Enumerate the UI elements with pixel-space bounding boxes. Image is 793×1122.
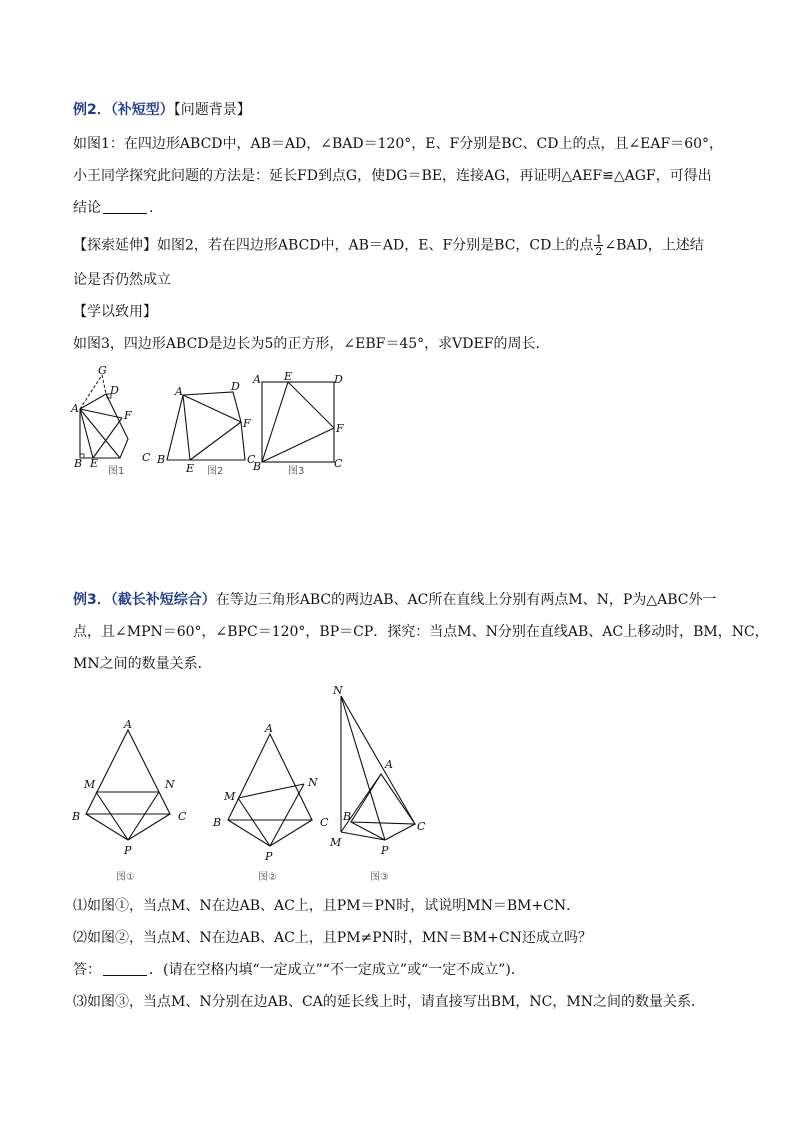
fraction-one-half <box>594 234 603 257</box>
period: . <box>149 200 154 216</box>
figure-circled-2 <box>208 720 338 886</box>
answer-instruction: ．(请在空格内填“一定成立”“不一定成立”或“一定不成立”)． <box>149 962 525 978</box>
section-problem-background: 【问题背景】 <box>173 102 251 118</box>
figure-1-caption: 图1 <box>108 466 125 477</box>
figure-2-caption: 图2 <box>207 466 224 477</box>
label-E: E <box>186 462 195 475</box>
label-A: A <box>253 373 261 386</box>
label-B: B <box>213 816 222 829</box>
label-C: C <box>247 453 256 466</box>
label-D: D <box>110 384 119 397</box>
label-F: F <box>124 409 132 422</box>
ex2-paragraph-3 <box>73 198 153 218</box>
label-D: D <box>334 373 343 386</box>
label-B: B <box>157 453 166 466</box>
figure-circled-2-caption: 图② <box>258 872 277 883</box>
label-C: C <box>142 451 151 464</box>
label-A: A <box>71 402 79 415</box>
label-F: F <box>243 417 251 430</box>
answer-blank[interactable] <box>103 199 147 214</box>
fraction-denominator: 2 <box>595 245 603 258</box>
label-G: G <box>98 364 107 377</box>
question-3: ⑶如图③，当点M、N分别在边AB、CA的延长线上时，请直接写出BM，NC，MN之间的数量关系． <box>73 994 705 1010</box>
label-A: A <box>175 385 183 398</box>
label-C: C <box>417 820 426 833</box>
answer-blank[interactable] <box>103 961 147 976</box>
figure-1 <box>68 366 158 478</box>
figure-circled-1 <box>68 716 198 886</box>
ex2-paragraph-4 <box>73 234 704 257</box>
label-M: M <box>224 790 236 803</box>
ex3-text-1: 在等边三角形ABC的两边AB、AC所在直线上分别有两点M、N，P为△ABC外一 <box>215 592 717 608</box>
figure-circled-3-caption: 图③ <box>370 872 389 883</box>
label-A: A <box>265 722 273 735</box>
ex2-paragraph-5: 论是否仍然成立 <box>73 272 171 288</box>
section-apply: 【学以致用】 <box>73 304 157 320</box>
ex2-explore-text: 【探索延伸】如图2，若在四边形ABCD中，AB＝AD，E、F分别是BC，CD上的点 <box>73 237 594 254</box>
label-M: M <box>330 836 342 849</box>
figure-3-caption: 图3 <box>288 466 305 477</box>
label-C: C <box>178 810 187 823</box>
figure-2 <box>155 382 255 478</box>
answer-2-line <box>73 960 525 980</box>
figure-circled-1-caption: 图① <box>116 872 135 883</box>
label-M: M <box>84 778 96 791</box>
label-B: B <box>72 810 81 823</box>
question-2: ⑵如图②，当点M、N在边AB、AC上，且PM≠PN时，MN＝BM+CN还成立吗？ <box>73 930 592 946</box>
ex2-paragraph-6: 如图3，四边形ABCD是边长为5的正方形，∠EBF＝45°，求VDEF的周长． <box>73 336 550 352</box>
label-B: B <box>253 460 262 473</box>
label-B: B <box>343 810 352 823</box>
example-2-title-line <box>73 100 251 120</box>
label-E: E <box>284 370 293 383</box>
ex3-paragraph-3: MN之间的数量关系． <box>73 656 212 672</box>
figure-circled-3 <box>325 682 435 886</box>
label-F: F <box>336 422 344 435</box>
label-N: N <box>165 778 175 791</box>
figure-3 <box>250 370 350 478</box>
ex3-paragraph-2: 点，且∠MPN＝60°，∠BPC＝120°，BP＝CP．探究：当点M、N分别在直线AB、AC上移动时，BM，NC， <box>73 624 769 640</box>
ex2-paragraph-2: 小王同学探究此问题的方法是：延长FD到点G，使DG＝BE，连接AG，再证明△AEF≌△AGF，可得出 <box>73 168 712 184</box>
example-2-title: 例2．（补短型） <box>73 102 174 118</box>
label-B: B <box>74 457 83 470</box>
label-P: P <box>124 844 132 857</box>
ex3-paragraph-1 <box>73 590 716 610</box>
label-C: C <box>320 816 329 829</box>
label-P: P <box>381 844 389 857</box>
label-D: D <box>231 380 240 393</box>
question-1: ⑴如图①，当点M、N在边AB、AC上，且PM＝PN时，试说明MN＝BM+CN． <box>73 898 581 914</box>
label-A: A <box>124 718 132 731</box>
label-A: A <box>385 758 393 771</box>
label-C: C <box>334 457 343 470</box>
example-3-title: 例3．（截长补短综合） <box>73 592 216 608</box>
fraction-numerator: 1 <box>595 233 603 246</box>
ex2-conclusion-label: 结论 <box>73 200 101 216</box>
label-P: P <box>265 850 273 863</box>
ex2-explore-text-2: ∠BAD，上述结 <box>604 237 704 254</box>
ex2-paragraph-1: 如图1：在四边形ABCD中，AB＝AD，∠BAD＝120°，E、F分别是BC、CD上的点，且∠EAF＝60°， <box>73 136 724 152</box>
label-N: N <box>333 684 343 697</box>
label-E: E <box>90 457 99 470</box>
answer-label: 答： <box>73 962 101 978</box>
label-N: N <box>308 776 318 789</box>
